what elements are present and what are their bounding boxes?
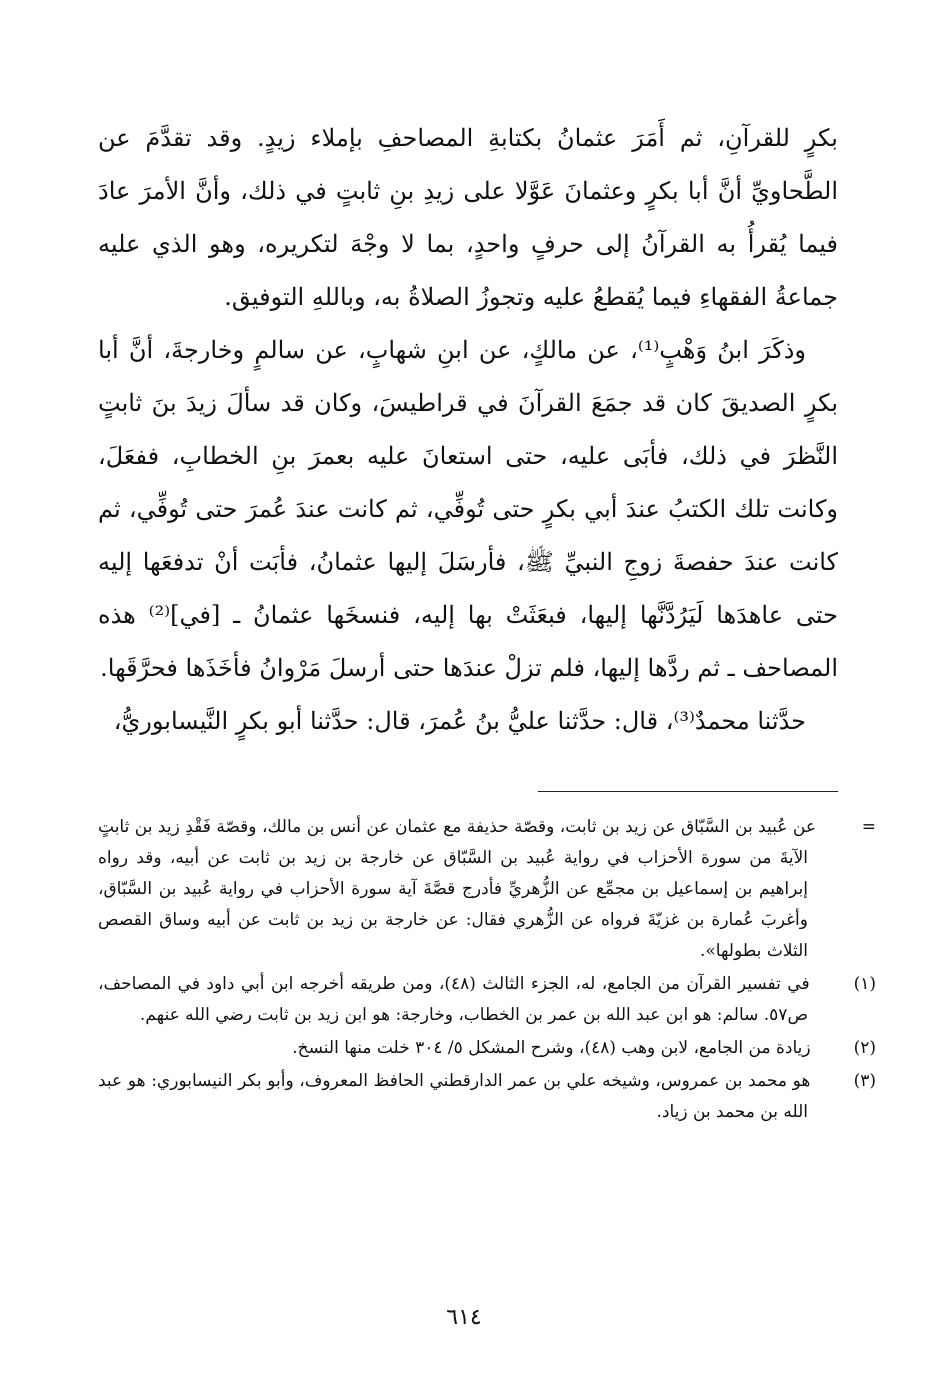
continuation-marker: =: [861, 817, 876, 837]
footnote-3: [98, 1066, 877, 1128]
footnote-separator: [538, 791, 838, 792]
footnote-1: [98, 969, 877, 1031]
footnote-marker: (٢): [853, 1038, 876, 1058]
paragraph-2: وذكَرَ ابنُ وَهْبٍ⁽¹⁾، عن مالكٍ، عن ابنِ شهابٍ، عن سالمٍ وخارجةَ، أنَّ أبا بكرٍ الصديقَ كان قد جمَعَ القرآنَ في قراطيسَ، وكان قد سألَ زيدَ بنَ ثابتٍ النَّظرَ في ذلك، فأبَى عليه، حتى استعانَ عليه بعمرَ بنِ الخطابِ، ففعَلَ، وكانت تلك الكتبُ عندَ أبي بكرٍ حتى تُوفِّي، ثم كانت عندَ عُمرَ حتى تُوفِّي، ثم كانت عندَ حفصةَ زوجِ النبيِّ ﷺ، فأرسَلَ إليها عثمانُ، فأبَت أنْ تدفعَها إليه حتى عاهدَها لَيَرُدَّنَّها إليها، فبعَثَتْ بها إليه، فنسخَها عثمانُ ـ [في]⁽²⁾ هذه المصاحف ـ ثم ردَّها إليها، فلم تزلْ عندَها حتى أرسلَ مَرْوانُ فأخَذَها فحرَّقَها.: [98, 336, 838, 682]
paragraph-3: حدَّثنا محمدٌ⁽³⁾، قال: حدَّثنا عليُّ بنُ عُمرَ، قال: حدَّثنا أبو بكرٍ النَّيسابوريُّ،: [113, 707, 806, 735]
main-text: [98, 112, 838, 748]
footnote-marker: (١): [853, 974, 877, 994]
footnote-continuation: [98, 812, 876, 967]
page-number: ٦١٤: [446, 1305, 482, 1330]
footnote-continuation-text: عن عُبيد بن السَّبّاق عن زيد بن ثابت، وقصّة حذيفة مع عثمان عن أنس بن مالك، وقصّة فَقْدِ زيد بن ثابتٍ الآيةَ من سورة الأحزاب في رواية عُبيد بن السَّبّاق عن خارجة بن زيد بن ثابت عن أبيه، وقد رواه إبراهيم بن إسماعيل بن مجمِّع عن الزُّهريِّ فأدرج قصَّةَ آية سورة الأحزاب في رواية عُبيد بن السَّبّاق، وأغربَ عُمارة بن غزيّةَ فرواه عن الزُّهري فقال: عن خارجة بن زيد بن ثابت عن أبيه وساق القصص الثلاث بطولها».: [98, 817, 816, 961]
footnote-text: زيادة من الجامع، لابن وهب (٤٨)، وشرح المشكل ٥/ ٣٠٤ خلت منها النسخ.: [292, 1038, 811, 1058]
footnote-2: [98, 1033, 876, 1064]
footnotes: [98, 812, 877, 1130]
paragraph-1: بكرٍ للقرآنِ، ثم أَمَرَ عثمانُ بكتابةِ المصاحفِ بإملاء زيدٍ. وقد تقدَّمَ عن الطَّحاويِّ أنَّ أبا بكرٍ وعثمانَ عَوَّلا على زيدِ بنِ ثابتٍ في ذلك، وأنَّ الأمرَ عادَ فيما يُقرأُ به القرآنُ إلى حرفٍ واحدٍ، بما لا وجْهَ لتكريره، وهو الذي عليه جماعةُ الفقهاءِ فيما يُقطعُ عليه وتجوزُ الصلاةُ به، وباللهِ التوفيق.: [98, 124, 838, 311]
footnote-text: في تفسير القرآن من الجامع، له، الجزء الثالث (٤٨)، ومن طريقه أخرجه ابن أبي داود في المصاحف، ص٥٧. سالم: هو ابن عبد الله بن عمر بن الخطاب، وخارجة: هو ابن زيد بن ثابت رضي الله عنهم.: [98, 974, 810, 1025]
footnote-text: هو محمد بن عمروس، وشيخه علي بن عمر الدارقطني الحافظ المعروف، وأبو بكر النيسابوري: هو عبد الله بن محمد بن زياد.: [98, 1071, 811, 1122]
footnote-marker: (٣): [853, 1071, 877, 1091]
